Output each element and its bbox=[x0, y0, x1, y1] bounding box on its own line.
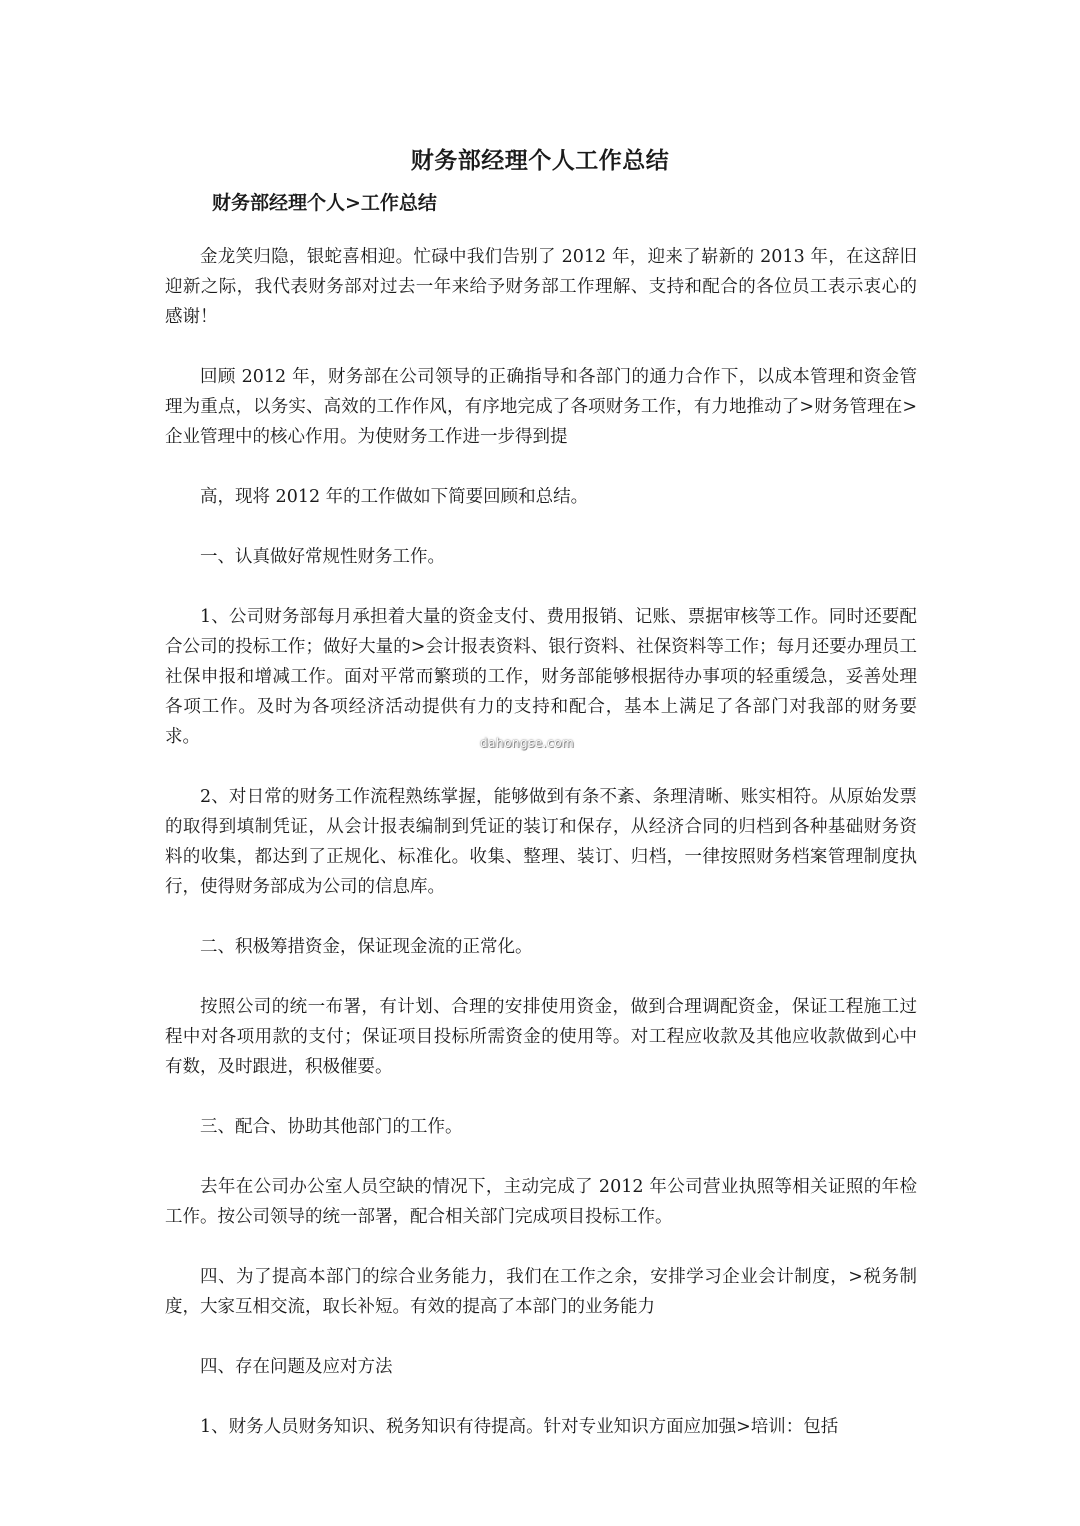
document-subtitle: 财务部经理个人>工作总结 bbox=[212, 192, 437, 214]
document-body bbox=[165, 242, 917, 1472]
paragraph: 去年在公司办公室人员空缺的情况下，主动完成了 2012 年公司营业执照等相关证照的年检工作。按公司领导的统一部署，配合相关部门完成项目投标工作。 bbox=[165, 1177, 917, 1227]
section-heading: 二、积极筹措资金，保证现金流的正常化。 bbox=[200, 937, 533, 957]
document-title: 财务部经理个人工作总结 bbox=[410, 147, 670, 174]
paragraph: 1、公司财务部每月承担着大量的资金支付、费用报销、记账、票据审核等工作。同时还要配合公司的投标工作；做好大量的>会计报表资料、银行资料、社保资料等工作；每月还要办理员工社保申报和增减工作。面对平常而繁琐的工作，财务部能够根据待办事项的轻重缓急，妥善处理各项工作。及时为各项经济活动提供有力的支持和配合，基本上满足了各部门对我部的财务要求。 bbox=[165, 607, 917, 747]
paragraph: 回顾 2012 年，财务部在公司领导的正确指导和各部门的通力合作下，以成本管理和资金管理为重点，以务实、高效的工作作风，有序地完成了各项财务工作，有力地推动了>财务管理在>企业管理中的核心作用。为使财务工作进一步得到提 bbox=[165, 367, 917, 447]
watermark: dahongse.com bbox=[480, 736, 575, 750]
section-heading: 一、认真做好常规性财务工作。 bbox=[200, 547, 445, 567]
paragraph: 1、财务人员财务知识、税务知识有待提高。针对专业知识方面应加强>培训：包括 bbox=[200, 1417, 839, 1437]
section-heading: 三、配合、协助其他部门的工作。 bbox=[200, 1117, 463, 1137]
paragraph: 高，现将 2012 年的工作做如下简要回顾和总结。 bbox=[200, 487, 589, 507]
paragraph: 金龙笑归隐，银蛇喜相迎。忙碌中我们告别了 2012 年，迎来了崭新的 2013 年，在这辞旧迎新之际，我代表财务部对过去一年来给予财务部工作理解、支持和配合的各位员工表示衷心的感谢！ bbox=[165, 247, 917, 327]
paragraph: 2、对日常的财务工作流程熟练掌握，能够做到有条不紊、条理清晰、账实相符。从原始发票的取得到填制凭证，从会计报表编制到凭证的装订和保存，从经济合同的归档到各种基础财务资料的收集，都达到了正规化、标准化。收集、整理、装订、归档，一律按照财务档案管理制度执行，使得财务部成为公司的信息库。 bbox=[165, 787, 917, 897]
paragraph: 四、为了提高本部门的综合业务能力，我们在工作之余，安排学习企业会计制度，>税务制度，大家互相交流，取长补短。有效的提高了本部门的业务能力 bbox=[165, 1267, 917, 1317]
paragraph: 按照公司的统一布署，有计划、合理的安排使用资金，做到合理调配资金，保证工程施工过程中对各项用款的支付；保证项目投标所需资金的使用等。对工程应收款及其他应收款做到心中有数，及时跟进，积极催要。 bbox=[165, 997, 917, 1077]
section-heading: 四、存在问题及应对方法 bbox=[200, 1357, 393, 1377]
